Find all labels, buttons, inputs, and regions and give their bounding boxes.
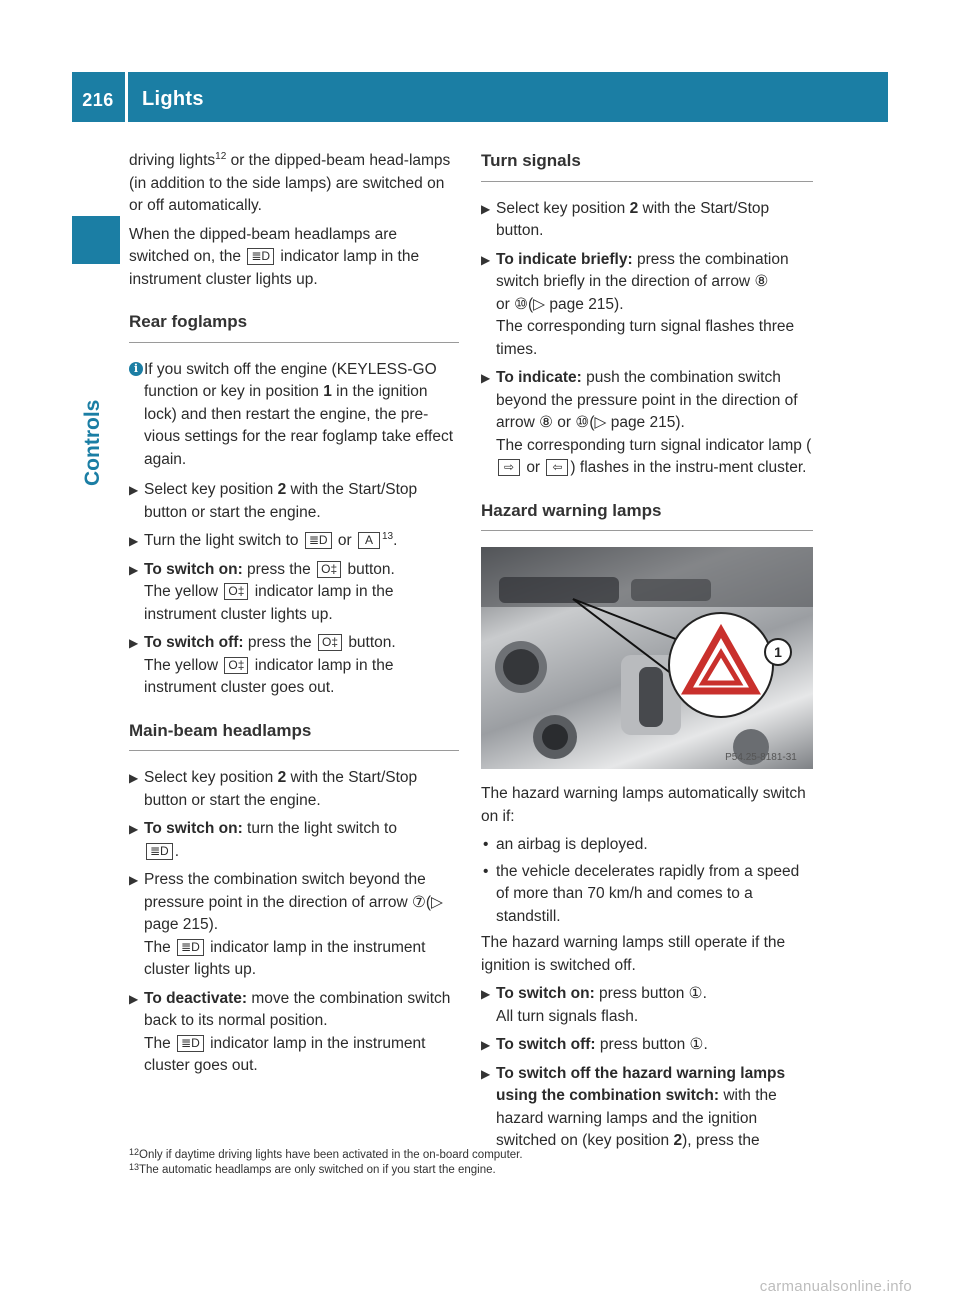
step-item: ▶ To indicate: push the combination switch beyond the pressure point in the direction of arrow ⑧ or ⑩(▷ page 215). The corresponding turn signal indicator lamp (⇨ or ⇦ ) flashes in the instru-ment cluster. bbox=[481, 369, 812, 476]
step-item: ▶ To switch off: press button ①. bbox=[481, 1034, 813, 1057]
dipped-beam-icon: ≣D bbox=[247, 248, 274, 265]
page-number: 216 bbox=[82, 90, 114, 110]
step-arrow-icon: ▶ bbox=[481, 1038, 491, 1052]
step-item: ▶ To switch off: press the O‡ button. The yellow O‡ indicator lamp in the instrument cluster goes out. bbox=[129, 634, 396, 696]
auto-lights-icon: A bbox=[358, 532, 380, 549]
heading-main-beam: Main-beam headlamps bbox=[129, 720, 459, 752]
footnote-12: 12 Only if daytime driving lights have been activated in the on-board computer. bbox=[129, 1147, 523, 1161]
step-arrow-icon: ▶ bbox=[481, 252, 491, 267]
list-item: • an airbag is deployed. bbox=[483, 836, 648, 853]
main-beam-icon: ≣D bbox=[177, 939, 204, 956]
step-item: ▶ To deactivate: move the combination switch back to its normal position. The ≣D indicator lamp in the instrument cluster goes out. bbox=[129, 989, 451, 1074]
step-arrow-icon: ▶ bbox=[481, 1066, 491, 1081]
step-arrow-icon: ▶ bbox=[129, 822, 139, 836]
step-arrow-icon: ▶ bbox=[129, 771, 139, 785]
step-item: ▶ To indicate briefly: press the combination switch briefly in the direction of arrow ⑧ or ⑩(▷ page 215). The corresponding turn signal flashes three times. bbox=[481, 250, 795, 358]
step-item: ▶ Turn the light switch to ≣D or A $^{13}$. bbox=[129, 530, 459, 553]
list-item: • the vehicle decelerates rapidly from a speed of more than 70 km/h and comes to a standstill. bbox=[483, 862, 800, 925]
step-item: ▶ Press the combination switch beyond the pressure point in the direction of arrow ⑦(▷ page 215). The ≣D indicator lamp in the instrument cluster lights up. bbox=[129, 871, 443, 978]
main-beam-icon: ≣D bbox=[177, 1035, 204, 1052]
dipped-beam-icon: ≣D bbox=[146, 843, 173, 860]
step-arrow-icon: ▶ bbox=[129, 991, 139, 1006]
rear-foglamp-icon: O‡ bbox=[224, 583, 248, 600]
heading-turn-signals: Turn signals bbox=[481, 150, 813, 182]
step-arrow-icon: ▶ bbox=[481, 371, 491, 385]
step-arrow-icon: ▶ bbox=[481, 987, 491, 1001]
page-header bbox=[72, 72, 888, 122]
step-item: ▶ Select key position 2 with the Start/Stop button. bbox=[481, 199, 770, 239]
svg-text:1: 1 bbox=[774, 644, 782, 660]
step-arrow-icon: ▶ bbox=[129, 483, 139, 497]
turn-right-icon: ⇨ bbox=[498, 459, 520, 476]
dipped-beam-icon: ≣D bbox=[305, 532, 332, 549]
step-arrow-icon: ▶ bbox=[129, 562, 139, 577]
intro-paragraph-2: When the dipped-beam headlamps are switched on, the ≣D indicator lamp in the instrument cluster lights up. bbox=[129, 225, 420, 288]
header-divider bbox=[125, 72, 128, 122]
right-column bbox=[481, 150, 813, 1159]
step-item: ▶ To switch off the hazard warning lamps using the combination switch: with the hazard warning lamps and the ignition switched on (key position 2), press the bbox=[481, 1064, 786, 1149]
step-item: ▶ To switch on: turn the light switch to ≣D . bbox=[129, 820, 397, 860]
heading-rear-foglamps: Rear foglamps bbox=[129, 311, 459, 343]
footnote-13: 13 The automatic headlamps are only switched on if you start the engine. bbox=[129, 1162, 496, 1176]
section-label: Controls bbox=[81, 399, 104, 486]
section-marker bbox=[72, 216, 120, 264]
page-title: Lights bbox=[142, 88, 204, 110]
left-column bbox=[129, 150, 459, 1084]
heading-hazard-warning: Hazard warning lamps bbox=[481, 500, 813, 532]
step-item: ▶ Select key position 2 with the Start/Stop button or start the engine. bbox=[129, 769, 418, 809]
hazard-intro: The hazard warning lamps automatically switch on if: bbox=[481, 785, 806, 825]
step-arrow-icon: ▶ bbox=[481, 201, 491, 216]
step-item: ▶ Select key position 2 with the Start/Stop button or start the engine. bbox=[129, 481, 418, 521]
rear-foglamp-icon: O‡ bbox=[224, 657, 248, 674]
rear-foglamp-icon: O‡ bbox=[317, 561, 341, 578]
step-arrow-icon: ▶ bbox=[129, 636, 139, 650]
svg-text:P54.25-8181-31: P54.25-8181-31 bbox=[725, 752, 797, 763]
hazard-switch-photo bbox=[481, 547, 813, 769]
step-arrow-icon: ▶ bbox=[129, 873, 139, 887]
intro-paragraph: driving lights$^{12}$ or the dipped-beam head-lamps (in addition to the side lamps) are switched on or off automatically. bbox=[129, 150, 451, 214]
footnotes bbox=[129, 1148, 829, 1178]
step-item: ▶ To switch on: press the O‡ button. The yellow O‡ indicator lamp in the instrument cluster lights up. bbox=[129, 560, 395, 623]
console-illustration bbox=[481, 547, 813, 769]
rear-foglamp-icon: O‡ bbox=[318, 634, 342, 651]
info-note: i If you switch off the engine (KEYLESS-GO function or key in position 1 in the ignition lock) and then restart the engine, the pre-vious settings for the rear foglamp take effect again. bbox=[129, 359, 459, 472]
step-item: ▶ To switch on: press button ①. All turn signals flash. bbox=[481, 985, 707, 1025]
info-icon: i bbox=[129, 362, 143, 376]
hazard-note: The hazard warning lamps still operate if the ignition is switched off. bbox=[481, 934, 786, 974]
step-arrow-icon: ▶ bbox=[129, 534, 139, 548]
watermark: carmanualsonline.info bbox=[759, 1278, 912, 1295]
turn-left-icon: ⇦ bbox=[546, 459, 568, 476]
